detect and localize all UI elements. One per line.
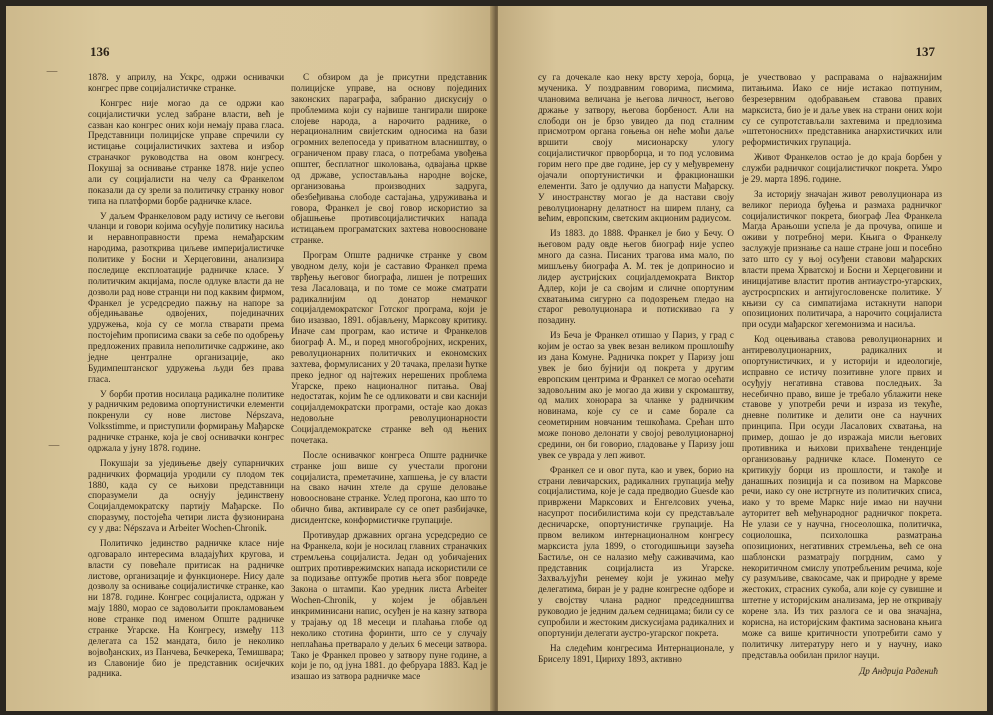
pencil-mark: — <box>46 64 58 78</box>
paragraph: У борби против носилаца радикалне политике у радничким редовима опортунистички елементи покренули су нове листове Népszava, Volksstimme, и приступили формирању Мађарске радничке странке, која је свој оснивачки конгрес одржала у јуну 1878. године. <box>88 388 284 453</box>
right-column-2 <box>742 72 942 677</box>
left-page <box>6 6 494 711</box>
right-column-1 <box>538 72 734 664</box>
paragraph: Политичко јединство радничке класе није одговарало интересима владајућих кругова, и власти су повећале притисак на радничке листове, организације и функционере. Нису дале дозволу за оснивање социјалистичке странке, као ни 1878. године. Конгрес социјалиста, одржан у мају 1880, морао се задовољити прокламовањем нове странке под именом Опште радничке странке Угарске. На Конгресу, између 113 делегата са 152 мандата, било је неколико војвођанских, из Панчева, Бечкерека, Темишвара; из Славоније био је представник осијечких радника. <box>88 537 284 679</box>
paragraph: Покушаји за уједињење двеју супарничких радничких формација уродили су плодом тек 1880, када су се њихови представници споразумели да оснују јединствену Социјалдемократску партију Мађарске. По споразуму, постојећа четири листа фузионирана су у два: Népszava и Arbeiter Wochen-Chronik. <box>88 457 284 533</box>
right-page <box>498 6 987 711</box>
pencil-mark: — <box>48 438 60 452</box>
paragraph: Код оцењивања ставова револуционарних и антиреволуционарних, радикалних и опортунистичких, и у историји и идеологије, исправно се истичу позитивне улоге првих и осуђују негативна ставова последњих. За несебично право, више је требало ублажити неке ставове у употреби речи и израза из текуће, дневне политике и делити оне са научних принципа. При осуди Ласалових схватања, на пример, дошао је до изражаја мисли његових противника и њихови прихваћене тенденције организовању радничке класе. Поменуто се критикују борци из прошлости, и такође и данашњих позиција и са позивом на Марксове речи, иако су оне истргнуте из политичких списа, иако у то време Маркс није имао ни научни ауторитет већ међународног радничког покрета. Не улази се у научна, гносеолошка, политичка, социолошка, психолошка разматрања опозиционих, негативних стремљења, већ се она шаблонски разматрају погрдним, само у некоритичном смислу употребљеним речима, које су разумљиве, свакосаме, чак и природне у време жестоких, страсних сукоба, али које су сувишне и штетне у историјским анализама, јер не откривају корене зла. Из тих разлога се и ова значајна, корисна, на историјским фактима заснована књига може са више критичности употребити само у политичку литературу него и у научну, иако представља ообилан прилог науци. <box>742 334 942 660</box>
page-number-right: 137 <box>915 44 935 59</box>
paragraph: 1878. у априлу, на Ускрс, одржи оснивачки конгрес прве социјалистичке странке. <box>88 72 284 93</box>
paragraph: Конгрес није могао да се одржи као социјалистички услед забране власти, већ је сазван као конгрес оних који немају права гласа. Представници полицијске управе спречили су истицање социјалистичких захтева и избор страначког руководства на овом конгресу. Покушај за оснивање странке 1878. није успео али су социјалисти на челу са Франкелом показали да су зрели за политичку странку новог типа на платформи борбе радничке класе. <box>88 97 284 206</box>
paragraph: На следећим конгресима Интернационале, у Бриселу 1891, Цириху 1893, активно <box>538 642 734 664</box>
paragraph: С обзиром да је присутни представник полицијске управе, на основу појединих законских параграфа, забранио дискусију о проблемима који су највише тангирали широке слојеве народа, а нарочито раднике, о нерационалним свијетским односима на бази огромних велепоседа у приватном власништву, о ограниченом праву гласа, о потребама увођења општег, бесплатног школовања, одвајања цркве од државе, успостављања народне војске, организовања производних задруга, обезбеђивања слободе састајања, удруживања и говора, Франкел је свој говор искористио за објашњење противсоцијалистичких напада истицањем програматских захтева новоосноване странке. <box>291 72 487 246</box>
paragraph: Живот Франкелов остао је до краја борбен у служби радничког социјалистичког покрета. Умро је 29. марта 1896. године. <box>742 152 942 184</box>
paragraph: Из 1883. до 1888. Франкел је био у Бечу. О његовом раду овде његов биограф није успео много да сазна. Писаних трагова има мало, по мишљењу биографа А. М. тек је доприносио и лидер аустријских социјалдемократа Виктор Адлер, који је са својим и сличне опортуним схватањима сигурно са подозрењем гледао на старог револуционара и потискивао га у позадину. <box>538 228 734 326</box>
paragraph: Франкел се и овог пута, као и увек, борио на страни левичарских, радикалних групација међу социјалистима, које је сада предводио Guesde као привржени Марксових и Енгелсових учења, насупрот посибилистима који су представљале десничарске, опортунистичке групације. На првом великом интернационалном конгресу марксиста јула 1899, о стогодишњици заузећа Бастиље, он се налазио међу саживачима, као представник социјалиста из Угарске. Захваљујући ренемеу који је ужинао међу делегатима, биран је у радне конгресне одборе и у својству члана радног председништва руководио је једним даљем седницама; били су се супробили и жестоким дискусијама радикалних и опортунији делегати аустро-угарског покрета. <box>538 464 734 638</box>
book-spread <box>6 6 987 711</box>
paragraph: Програм Опште радничке странке у свом уводном делу, који је саставио Франкел према тврђењу његовог биографа, лишен је потреших теза Ласаловаца, и по томе се може сматрати радикалнијим од донатор немачког социјалдемократског Готског програма, који је био изазвао, 1891. објављену, Марксову критику. Иначе сам програм, као истиче и Франкелов биограф А. М., и поред многобројних, искрених, револуционарних политичких и економских захтева, формулисаних у 20 тачака, прелази ћутке преко једног од најтежих нерешених проблема Угарске, преко националног питања. Овај недостатак, којим ће се одликовати и сви каснији социјалдемократски програми, остаје као доказ недовољне револуционарности Социјалдемократске странке већ од њених почетака. <box>291 250 487 445</box>
paragraph: После оснивачког конгреса Опште радничке странке још више су учестали прогони социјалиста, преметачине, хапшења, је су власти на свако начин хтеле да сруше деловање новооснованe странке. Услед прогона, као што то обично бива, активирале су се опет разбијачке, дисидентске, конформистичке групације. <box>291 449 487 525</box>
paragraph: Из Беча је Франкел отишао у Париз, у град с којим је остао за увек везан великом прошлошћу из дана Комуне. Радничка покрет у Паризу још увек је био бујнији од покрета у другим европским центрима и Франкел се могао осећати задовољним ако је могао да живи у скромаштву, од малих хонорара за чланке у радничким новинама, које су се и саме борале са сеометирним новчаним тешкоћама. Срећан што може поново делонати у својој револуционарној средини, он би говорио, гладовање у Паризу још увек се уврада у леп живот. <box>538 330 734 460</box>
page-number-left: 136 <box>90 44 110 59</box>
author-signature: Др Андрија Раденић <box>859 666 938 677</box>
left-column-1 <box>88 72 284 679</box>
left-column-2 <box>291 72 487 682</box>
paragraph: је учествовао у расправама о најважнијим питањима. Иако се није истакао потпуним, безрезервним одобравањем ставова правих марксиста, био је и даље увек на страни оних који су се супротстављали захтевима и предлозима »штетоносних« представника анархистичких или реформистичких групација. <box>742 72 942 148</box>
paragraph: У даљем Франкеловом раду истичу се његови чланци и говори којима осуђује политику насиља и неравноправности према немађарским народима, разоткрива циљеве империјалистичке политике у Босни и Херцеговини, анализира последице експлоатације радничке класе. У политичким акцијама, после одлуке власти да не дозволи рад нове странци ни под каквим фирмом, Франкел је усредсредио пажњу на напоре за обједињавање одвојених, појединачних удружења, која су се могла стварати према постојећим прописима сваки за себе по одобрењу предложених правила неполитичке садржине, ако једне централне организације, ако Будимпештанског удружења људи без права гласа. <box>88 210 284 384</box>
paragraph: су га дочекале као неку врсту хероја, борца, мученика. У поздравним говорима, писмима, члановима величана је његова личност, његово држање у затвору, његова борбеност. Али на слободи он је брзо увидео да под сталним присмотром органа гоњења он неће моћи даље вршити своју мисионарску улогу социјалистичког прворборца, и то под условима горим него пре две године, јер су у међувремену ојачали опортунистички и фракционашки елементи. Зато је одлучио да напусти Мађарску. У иностранству могао је да настави своју револуционарну делатност на ширем плану, са већим, европским, светским акционим радиусом. <box>538 72 734 224</box>
paragraph: За историју значајан живот револуционара из великог периода буђења и размаха радничког социјалистичког покрета, биограф Леа Франкела Магда Арањоши успела је да прочува, опише и оживи у потребној мери. Књига о Франкелу заслужује признање са нашe стране још и посебно зато што су у њој осуђени ставови мађарских власти према Хрватској и Босни и Херцеговини и иницијативе властит против антиаустро-угарских, аустросрпских и антијугословенске политике. У књизи су са симпатијама истакнути напори опозиционих политичара, а нарочито социјалиста при осуди мађарског хегемонизма и насиља. <box>742 188 942 330</box>
paragraph: Противудар државних органа усредсредио се на Франкела, који је носилац главних страначких стремљења социјалиста. Један од уобичајених оштрих противрежимских напада искористили се за подизање оптужбе против њега због повреде Закона о штампи. Као уредник листа Arbeiter Wochen-Chronik, у којем је објављен инкриминисани напис, осуђен је на казну затвора у трајању од 18 месеци и плаћања глобе од неколико стотина форинти, што се у случају неплаћања претварало у дељих 6 месеци затвора. Тако је Франкел провео у затвору пуне године, а који је по, од јуна 1881. до фебруара 1883. Кад је изашао из затвора радничке масе <box>291 529 487 682</box>
